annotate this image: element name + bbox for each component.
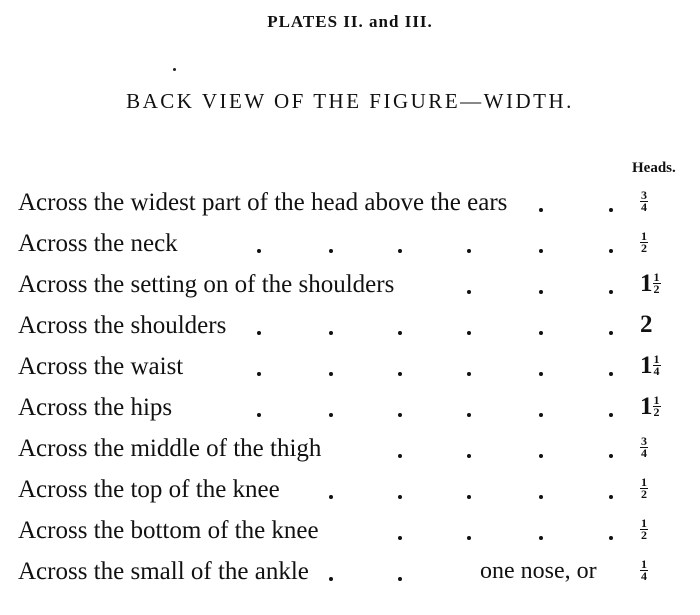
leader-dot xyxy=(539,536,543,540)
row-value xyxy=(640,305,680,346)
table-row xyxy=(18,346,678,387)
fraction-numerator: 1 xyxy=(653,392,660,407)
leader-dot xyxy=(398,536,402,540)
leader-dot xyxy=(467,454,471,458)
row-value xyxy=(640,387,680,428)
value-fraction xyxy=(653,392,661,419)
leader-dot xyxy=(467,372,471,376)
fraction-denominator: 2 xyxy=(641,527,647,542)
leader-dot xyxy=(609,372,613,376)
row-label: Across the middle of the thigh xyxy=(18,435,322,462)
leader-dot xyxy=(467,331,471,335)
value-fraction xyxy=(640,474,648,501)
leader-dot xyxy=(609,208,613,212)
row-label: Across the top of the knee xyxy=(18,476,280,503)
table-row xyxy=(18,264,678,305)
measurement-list xyxy=(18,182,678,592)
row-value xyxy=(640,264,680,305)
fraction-denominator: 4 xyxy=(641,568,647,583)
table-row xyxy=(18,305,678,346)
value-whole: 1 xyxy=(640,392,653,420)
leader-dot xyxy=(609,495,613,499)
leader-dot xyxy=(257,249,261,253)
table-row xyxy=(18,428,678,469)
fraction-numerator: 3 xyxy=(641,433,647,448)
row-label: Across the bottom of the knee xyxy=(18,517,319,544)
leader-dot xyxy=(539,454,543,458)
row-label: Across the waist xyxy=(18,353,184,380)
fraction-denominator: 4 xyxy=(653,363,660,378)
row-value xyxy=(640,469,680,510)
value-fraction xyxy=(640,228,648,255)
leader-dot xyxy=(398,495,402,499)
leader-dot xyxy=(539,290,543,294)
value-fraction xyxy=(640,433,648,460)
fraction-denominator: 4 xyxy=(641,199,647,214)
row-label: Across the neck xyxy=(18,230,178,257)
value-whole: 1 xyxy=(640,269,653,297)
table-row xyxy=(18,510,678,551)
row-prefix: one nose, or xyxy=(480,558,597,584)
leader-dot xyxy=(467,290,471,294)
leader-dot xyxy=(467,536,471,540)
fraction-numerator: 1 xyxy=(641,474,647,489)
leader-dot xyxy=(467,249,471,253)
leader-dot xyxy=(539,208,543,212)
row-value xyxy=(640,223,680,264)
leader-dot xyxy=(398,454,402,458)
row-label: Across the small of the ankle xyxy=(18,558,309,585)
value-fraction xyxy=(653,269,661,296)
row-label: Across the widest part of the head above the ears xyxy=(18,189,508,216)
table-row xyxy=(18,223,678,264)
row-value xyxy=(640,510,680,551)
row-value xyxy=(640,182,680,223)
row-label: Across the shoulders xyxy=(18,312,227,339)
value-fraction xyxy=(653,351,661,378)
leader-dot xyxy=(329,413,333,417)
table-row xyxy=(18,387,678,428)
value-whole: 1 xyxy=(640,351,653,379)
leader-dot xyxy=(467,413,471,417)
value-fraction xyxy=(640,187,648,214)
leader-dot xyxy=(609,536,613,540)
fraction-numerator: 1 xyxy=(641,228,647,243)
fraction-numerator: 1 xyxy=(641,515,647,530)
row-value xyxy=(640,551,680,592)
fraction-denominator: 2 xyxy=(653,404,660,419)
leader-dot xyxy=(329,372,333,376)
row-label: Across the hips xyxy=(18,394,173,421)
value-fraction xyxy=(640,556,648,583)
leader-dot xyxy=(398,372,402,376)
leader-dot xyxy=(609,331,613,335)
leader-dot xyxy=(467,495,471,499)
leader-dot xyxy=(539,249,543,253)
plates-heading: PLATES II. and III. xyxy=(267,12,433,31)
fraction-denominator: 4 xyxy=(641,445,647,460)
table-row xyxy=(18,469,678,510)
leader-dot xyxy=(539,331,543,335)
leader-dot xyxy=(257,372,261,376)
fraction-numerator: 1 xyxy=(653,269,660,284)
row-label: Across the setting on of the shoulders xyxy=(18,271,395,298)
column-label-heads: Heads. xyxy=(632,160,676,176)
fraction-numerator: 1 xyxy=(653,351,660,366)
row-value xyxy=(640,346,680,387)
leader-dot xyxy=(539,495,543,499)
value-fraction xyxy=(640,515,648,542)
table-row xyxy=(18,182,678,223)
row-value xyxy=(640,428,680,469)
leader-dot xyxy=(398,413,402,417)
leader-dot xyxy=(609,413,613,417)
fraction-denominator: 2 xyxy=(641,240,647,255)
fraction-denominator: 2 xyxy=(641,486,647,501)
fraction-numerator: 1 xyxy=(641,556,647,571)
leader-dot xyxy=(398,249,402,253)
leader-dot xyxy=(329,577,333,581)
leader-dot xyxy=(539,413,543,417)
page-title: BACK VIEW OF THE FIGURE—WIDTH. xyxy=(126,89,574,113)
leader-dot xyxy=(329,495,333,499)
stray-dot xyxy=(173,68,176,71)
value-whole: 2 xyxy=(640,310,653,338)
leader-dot xyxy=(398,331,402,335)
leader-dot xyxy=(257,331,261,335)
leader-dot xyxy=(329,331,333,335)
leader-dot xyxy=(609,290,613,294)
fraction-denominator: 2 xyxy=(653,281,660,296)
leader-dot xyxy=(539,372,543,376)
leader-dot xyxy=(329,249,333,253)
table-row xyxy=(18,551,678,592)
leader-dot xyxy=(257,413,261,417)
leader-dot xyxy=(609,454,613,458)
leader-dot xyxy=(609,249,613,253)
leader-dot xyxy=(398,577,402,581)
fraction-numerator: 3 xyxy=(641,187,647,202)
